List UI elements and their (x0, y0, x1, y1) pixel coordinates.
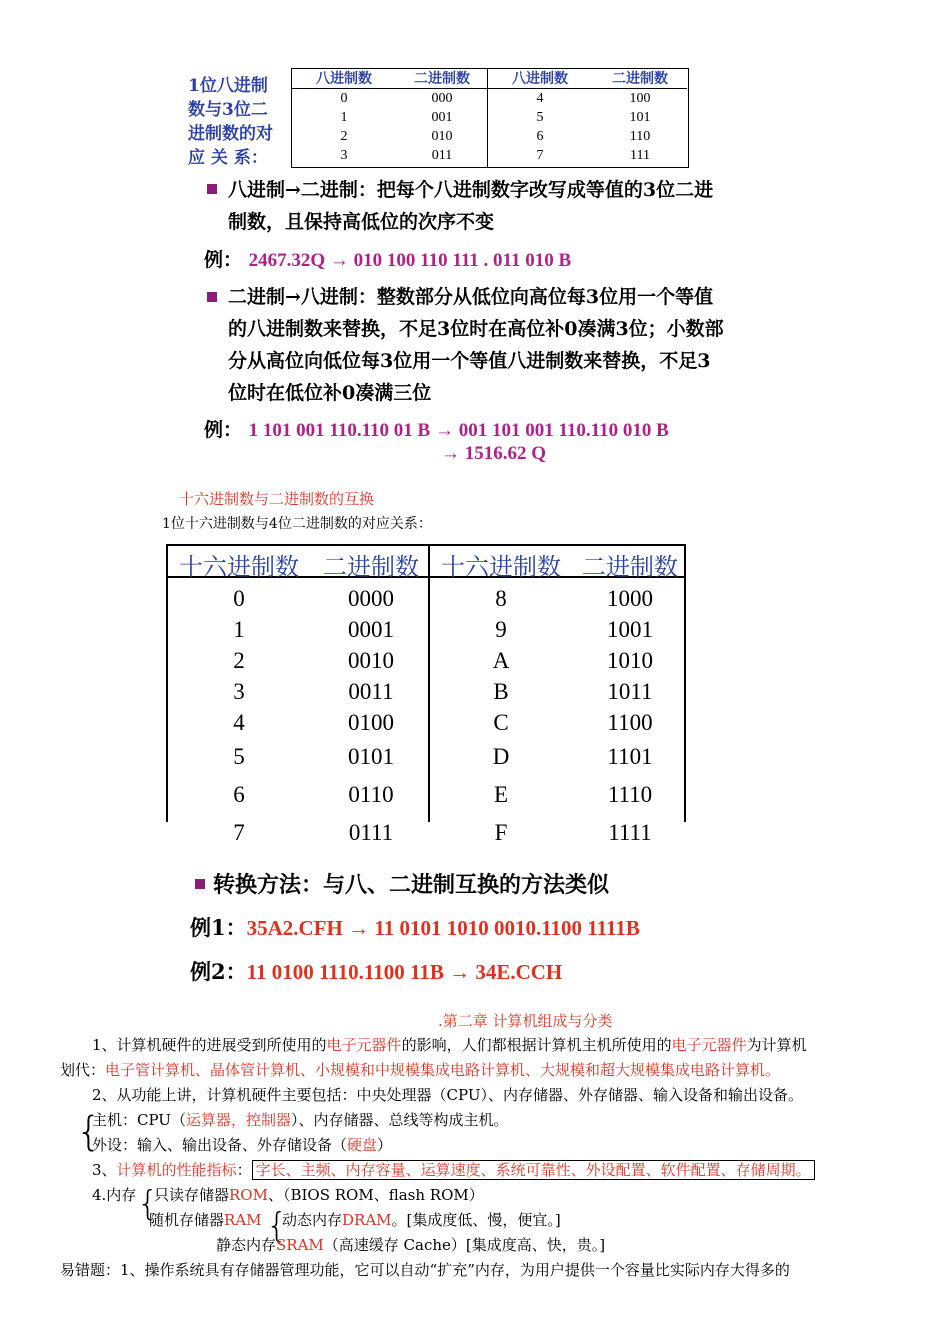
table-cell: 111 (630, 147, 650, 163)
table-cell: 010 (431, 128, 453, 144)
caption-line: 应 关 系： (188, 148, 268, 168)
brace-icon: { (266, 1206, 288, 1246)
example-label: 例1： (190, 915, 247, 940)
table-header-row (168, 546, 690, 583)
table-row (168, 738, 690, 776)
table-cell: 0011 (348, 678, 394, 704)
highlight-text: RAM (224, 1211, 262, 1229)
table-row (168, 776, 690, 814)
table-cell: 0001 (348, 616, 394, 642)
header-cell: 二进制数 (593, 68, 687, 89)
table-cell: 3 (233, 678, 245, 704)
peripheral-line (92, 1133, 392, 1158)
text-run: 1、计算机硬件的进展受到所使用的 (92, 1036, 327, 1054)
ram-line (149, 1208, 262, 1233)
header-cell: 八进制数 (291, 68, 397, 89)
table-cell: 2 (340, 128, 348, 144)
text-run: 动态内存 (282, 1211, 343, 1229)
text-run: 为计算机 (746, 1036, 807, 1054)
header-cell: 二进制数 (582, 555, 678, 581)
table-row (168, 676, 690, 707)
paragraph-line (60, 1058, 900, 1083)
table-header-row (291, 68, 687, 89)
hex-method: 转换方法：与八、二进制互换的方法类似 (213, 872, 610, 898)
table-cell: 2 (233, 647, 245, 673)
table-cell: B (493, 678, 509, 704)
brace-icon: { (76, 1109, 102, 1155)
example-label: 例2： (190, 959, 247, 984)
example-text: 2467.32Q → 010 100 110 111 . 011 010 B (248, 250, 572, 271)
highlight-text: 硬盘 (347, 1136, 378, 1154)
table-row (168, 707, 690, 738)
text-run: 只读存储器 (154, 1186, 230, 1204)
table-cell: 100 (629, 90, 651, 106)
example-text: 11 0100 1110.1100 11B → 34E.CCH (246, 960, 563, 984)
bullet-icon (207, 184, 217, 194)
hex-section-title: 十六进制数与二进制数的互换 (179, 490, 375, 508)
table-row (291, 146, 687, 165)
table-cell: 0010 (348, 647, 394, 673)
rule-line: 位时在低位补0凑满三位 (228, 382, 432, 404)
table-row (291, 127, 687, 146)
text-run: ） (377, 1136, 393, 1154)
text-run: 静态内存 (216, 1236, 277, 1254)
table-cell: A (492, 647, 510, 673)
table-cell: 1 (340, 109, 348, 125)
text-run: ： (236, 1161, 252, 1179)
text-run: ）、内存储器、总线等构成主机。 (290, 1111, 509, 1129)
bullet-icon (207, 292, 217, 302)
table-cell: 7 (233, 820, 245, 845)
table-cell: 5 (233, 744, 245, 769)
caption-line: 进制数的对 (188, 124, 273, 144)
highlight-text: 计算机的性能指标 (116, 1161, 237, 1179)
highlight-text: ROM (229, 1186, 268, 1204)
table-cell: 5 (536, 109, 544, 125)
table-row (168, 614, 690, 645)
table-cell: 0 (340, 90, 348, 106)
text-run: （高速缓存 Cache）[集成度高、快，贵。] (323, 1236, 606, 1254)
text-run: 外设：输入、输出设备、外存储设备（ (92, 1136, 348, 1154)
highlight-text: SRAM (276, 1236, 324, 1254)
table-cell: E (493, 782, 509, 807)
host-line (92, 1108, 508, 1133)
octal-to-binary-rule (228, 174, 713, 238)
table-cell: 6 (536, 128, 544, 144)
table-cell: 000 (431, 90, 453, 106)
dram-line (282, 1208, 561, 1233)
bullet-icon (195, 879, 205, 889)
table-cell: 011 (431, 147, 453, 163)
header-cell: 二进制数 (397, 68, 487, 89)
example-text: 1 101 001 110.110 01 B → 001 101 001 110.110 010 B (248, 420, 669, 441)
table-cell: 0101 (348, 744, 394, 769)
binary-to-octal-rule (228, 281, 724, 409)
table-row (168, 583, 690, 614)
table-cell: 0 (233, 585, 245, 611)
rule-line: 分从高位向低位每3位用一个等值八进制数来替换，不足3 (228, 350, 711, 372)
hex-table (168, 546, 690, 852)
header-cell: 二进制数 (323, 555, 419, 581)
text-run: 主机：CPU（ (92, 1111, 186, 1129)
example-1 (204, 244, 571, 277)
example-label: 例： (204, 419, 243, 441)
table-cell: C (493, 709, 509, 735)
table-cell: 0000 (348, 585, 394, 611)
caption-line: 1位八进制 (188, 76, 268, 96)
highlight-text: 电子元器件 (326, 1036, 402, 1054)
table-row (168, 814, 690, 852)
table-cell: D (492, 744, 510, 769)
header-cell: 十六进制数 (179, 555, 299, 581)
caption-line: 数与3位二 (188, 100, 268, 120)
paragraph-3 (92, 1158, 815, 1183)
table-cell: 4 (536, 90, 544, 106)
text-run: 的影响，人们都根据计算机主机所使用的 (401, 1036, 672, 1054)
table-cell: 1110 (607, 782, 653, 807)
example-text: 35A2.CFH → 11 0101 1010 0010.1100 1111B (246, 916, 640, 940)
rule-line: 八进制→二进制：把每个八进制数字改写成等值的3位二进 (228, 179, 714, 201)
table-cell: 110 (629, 128, 651, 144)
highlight-text: 运算器，控制器 (185, 1111, 291, 1129)
text-run: 划代： (60, 1061, 106, 1079)
table-row (291, 89, 687, 109)
example-label: 例： (204, 249, 243, 271)
table-cell: 7 (536, 147, 544, 163)
hex-example-1 (190, 912, 640, 942)
highlight-text: 电子元器件 (671, 1036, 747, 1054)
table-cell: 1001 (607, 616, 653, 642)
octal-table (291, 68, 687, 165)
table-cell: 3 (340, 147, 348, 163)
table-cell: 0111 (348, 820, 394, 845)
paragraph-1 (60, 1033, 900, 1083)
octal-caption (188, 74, 280, 170)
table-cell: 8 (495, 585, 507, 611)
memory-label: 4.内存 (92, 1186, 137, 1204)
rule-line: 二进制→八进制：整数部分从低位向高位每3位用一个等值 (228, 286, 714, 308)
rom-line (154, 1183, 484, 1208)
hex-example-2 (190, 956, 562, 986)
table-cell: 101 (629, 109, 651, 125)
table-cell: 6 (233, 782, 245, 807)
header-cell: 十六进制数 (441, 555, 561, 581)
table-cell: 1000 (607, 585, 653, 611)
table-cell: 1 (233, 616, 245, 642)
error-prone-question: 易错题：1、操作系统具有存储器管理功能，它可以自动“扩充”内存，为用户提供一个容量比实际内存大得多的 (60, 1261, 790, 1279)
text-run: 3、 (92, 1161, 117, 1179)
text-run: 、（BIOS ROM、flash ROM） (267, 1186, 484, 1204)
paragraph-line (60, 1033, 900, 1058)
table-cell: 1011 (607, 678, 653, 704)
text-run: 随机存储器 (149, 1211, 225, 1229)
table-cell: 1100 (607, 709, 653, 735)
table-cell: 9 (495, 616, 507, 642)
chapter-title: .第二章 计算机组成与分类 (438, 1012, 613, 1030)
table-cell: 1111 (608, 820, 652, 845)
highlight-text: DRAM (342, 1211, 392, 1229)
example-2 (204, 414, 669, 447)
table-cell: 001 (431, 109, 453, 125)
table-cell: 4 (233, 709, 245, 735)
table-cell: 0100 (348, 709, 394, 735)
paragraph-2: 2、从功能上讲，计算机硬件主要包括：中央处理器（CPU）、内存储器、外存储器、输入设备和输出设备。 (92, 1086, 803, 1104)
table-cell: 0110 (348, 782, 394, 807)
boxed-highlight-text: 字长、主频、内存容量、运算速度、系统可靠性、外设配置、软件配置、存储周期。 (252, 1160, 815, 1180)
text-run: 。[集成度低、慢，便宜。] (391, 1211, 561, 1229)
rule-line: 的八进制数来替换，不足3位时在高位补0凑满3位；小数部 (228, 318, 724, 340)
table-cell: 1101 (607, 744, 653, 769)
brace-icon: { (137, 1184, 159, 1224)
header-cell: 八进制数 (487, 68, 593, 89)
rule-line: 制数，且保持高低位的次序不变 (228, 211, 495, 233)
table-row (168, 645, 690, 676)
table-row (291, 108, 687, 127)
example-result: → 1516.62 Q (441, 443, 547, 464)
table-cell: F (494, 820, 508, 845)
hex-section-subtitle: 1位十六进制数与4位二进制数的对应关系： (162, 516, 432, 532)
sram-line (216, 1233, 605, 1258)
table-cell: 1010 (607, 647, 653, 673)
highlight-text: 电子管计算机、晶体管计算机、小规模和中规模集成电路计算机、大规模和超大规模集成电路计算机。 (105, 1061, 781, 1079)
